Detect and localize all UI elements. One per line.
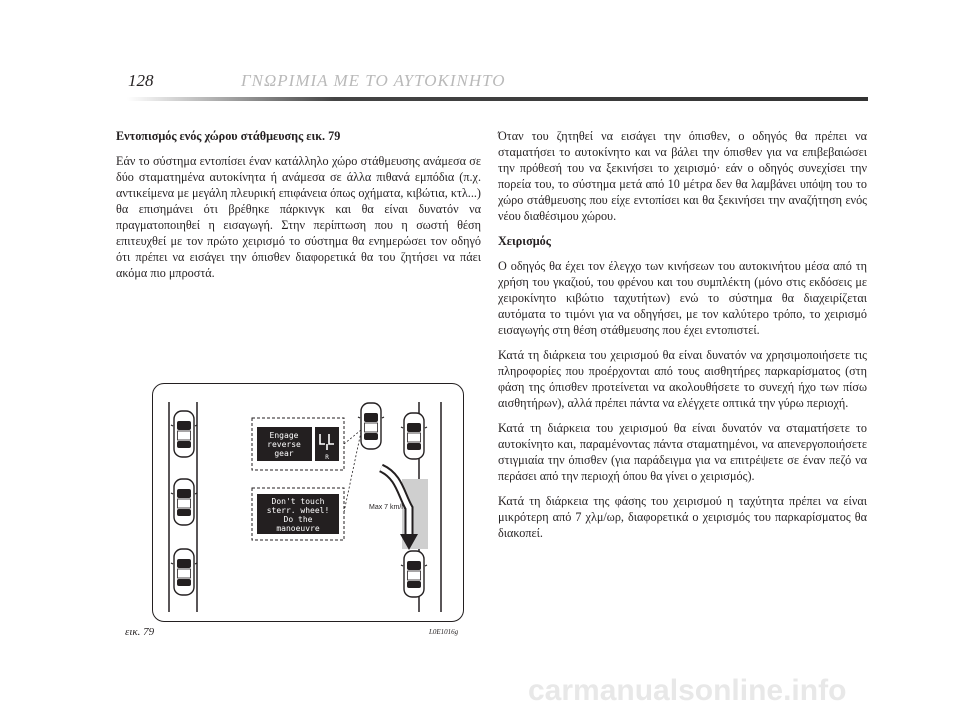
page-number: 128 [128, 71, 154, 90]
figure-79 [152, 383, 464, 622]
paragraph-manoeuvre-4: Κατά τη διάρκεια της φάσης του χειρισμού η ταχύτητα πρέπει να είναι μικρότερη από 7 χλμ/ωρ, διαφορετικά ο χειρισμός του παρκαρίσματος θα διακοπεί. [498, 494, 867, 540]
section-heading-manoeuvre: Χειρισμός [498, 234, 551, 248]
speed-limit-label: Max 7 km/h [369, 504, 406, 511]
left-column [116, 128, 481, 290]
parked-car [401, 551, 427, 597]
figure-code: L0E1016g [429, 628, 459, 636]
section-heading-parking-detection: Εντοπισμός ενός χώρου στάθμευσης εικ. 79 [116, 129, 341, 143]
display-bottom-line-3: Do the [283, 515, 313, 524]
paragraph-parking-detection: Εάν το σύστημα εντοπίσει έναν κατάλληλο χώρο στάθμευσης ανάμεσα σε δύο σταματημένα αυτοκίνητα ή ανάμεσα σε άλλα πιθανά εμπόδια (π.χ. αντικείμενα με μεγάλη πλευρική επιφάνεια όπως οχήματα, κιβώτια, κτλ...) θα επισημάνει ότι βρέθηκε πάρκινγκ και θα είναι δυνατόν να πραγματοποιηθεί η εισαγωγή. Στην περίπτωση που η σωστή θέση επιτευχθεί με τον πρώτο χειρισμό το σύστημα θα ενημερώσει τον οδηγό ότι πρέπει να εισάγει την όπισθεν διαφορετικά θα του ζητήσει να πάει ακόμα πιο μπροστά. [116, 154, 481, 280]
header-title: ΓΝΩΡΙΜΙΑ ΜΕ ΤΟ ΑΥΤΟΚΙΝΗΤΟ [241, 71, 506, 90]
reverse-r-icon: R [325, 454, 329, 461]
paragraph-manoeuvre-1: Ο οδηγός θα έχει τον έλεγχο των κινήσεων του αυτοκινήτου μέσα από τη χρήση του γκαζιού, του φρένου και του συμπλέκτη (μόνο στις εκδόσεις με χειροκίνητο κιβώτιο ταχυτήτων) ενώ το σύστημα θα διαχειρίζεται αυτόματα το τιμόνι για να οδηγήσει, με τον καλύτερο τρόπο, το χειρισμό εισαγωγής στη θέση στάθμευσης που έχει εντοπιστεί. [498, 259, 867, 337]
parking-illustration [153, 384, 463, 621]
display-top-line-1: Engage [269, 431, 299, 440]
right-column [498, 128, 867, 550]
header-rule [127, 97, 868, 101]
display-bottom-line-2: sterr. wheel! [266, 506, 330, 515]
display-top-line-2: reverse [267, 440, 301, 449]
parked-car [401, 413, 427, 459]
parked-car [171, 479, 197, 525]
display-top-line-3: gear [274, 449, 294, 458]
paragraph-manoeuvre-3: Κατά τη διάρκεια του χειρισμού θα είναι δυνατόν να σταματήσετε το αυτοκίνητο και, παραμένοντας πάντα σταματημένοι, να απενεργοποιήσετε στιγμιαία την όπισθεν (για παράδειγμα για να επιτρέψετε σε έναν πεζό να περάσει από την περιοχή όπου θα γίνει ο χειρισμός). [498, 421, 867, 483]
paragraph-manoeuvre-2: Κατά τη διάρκεια του χειρισμού θα είναι δυνατόν να χρησιμοποιήσετε τις πληροφορίες που προέρχονται από τους αισθητήρες παρκαρίσματος (στη φάση της όπισθεν προτείνεται να ακολουθήσετε το συνεχή ήχο των πίσω αισθητήρων), αλλά πρέπει πάντα να ελέγχετε οπτικά την γύρω περιοχή. [498, 348, 867, 410]
parked-car [171, 549, 197, 595]
paragraph-reverse-intro: Όταν του ζητηθεί να εισάγει την όπισθεν, ο οδηγός θα πρέπει να σταματήσει το αυτοκίνητο και να βάλει την όπισθεν για να επιβεβαιώσει την πρόθεσή του να ξεκινήσει το χειρισμό· εάν ο οδηγός συνεχίσει την πορεία του, το σύστημα μετά από 10 μέτρα δεν θα λαμβάνει υπόψη του το χώρο στάθμευσης που είχε εντοπίσει και θα ξεκινήσει την αναζήτηση ενός νέου διαθέσιμου χώρου. [498, 129, 867, 223]
figure-caption: εικ. 79 [125, 626, 155, 638]
moving-car [358, 403, 384, 449]
parked-car [171, 411, 197, 457]
display-bottom-line-4: manoeuvre [276, 524, 320, 533]
display-bottom-line-1: Don't touch [271, 497, 325, 506]
watermark: carmanualsonline.info [528, 674, 847, 707]
